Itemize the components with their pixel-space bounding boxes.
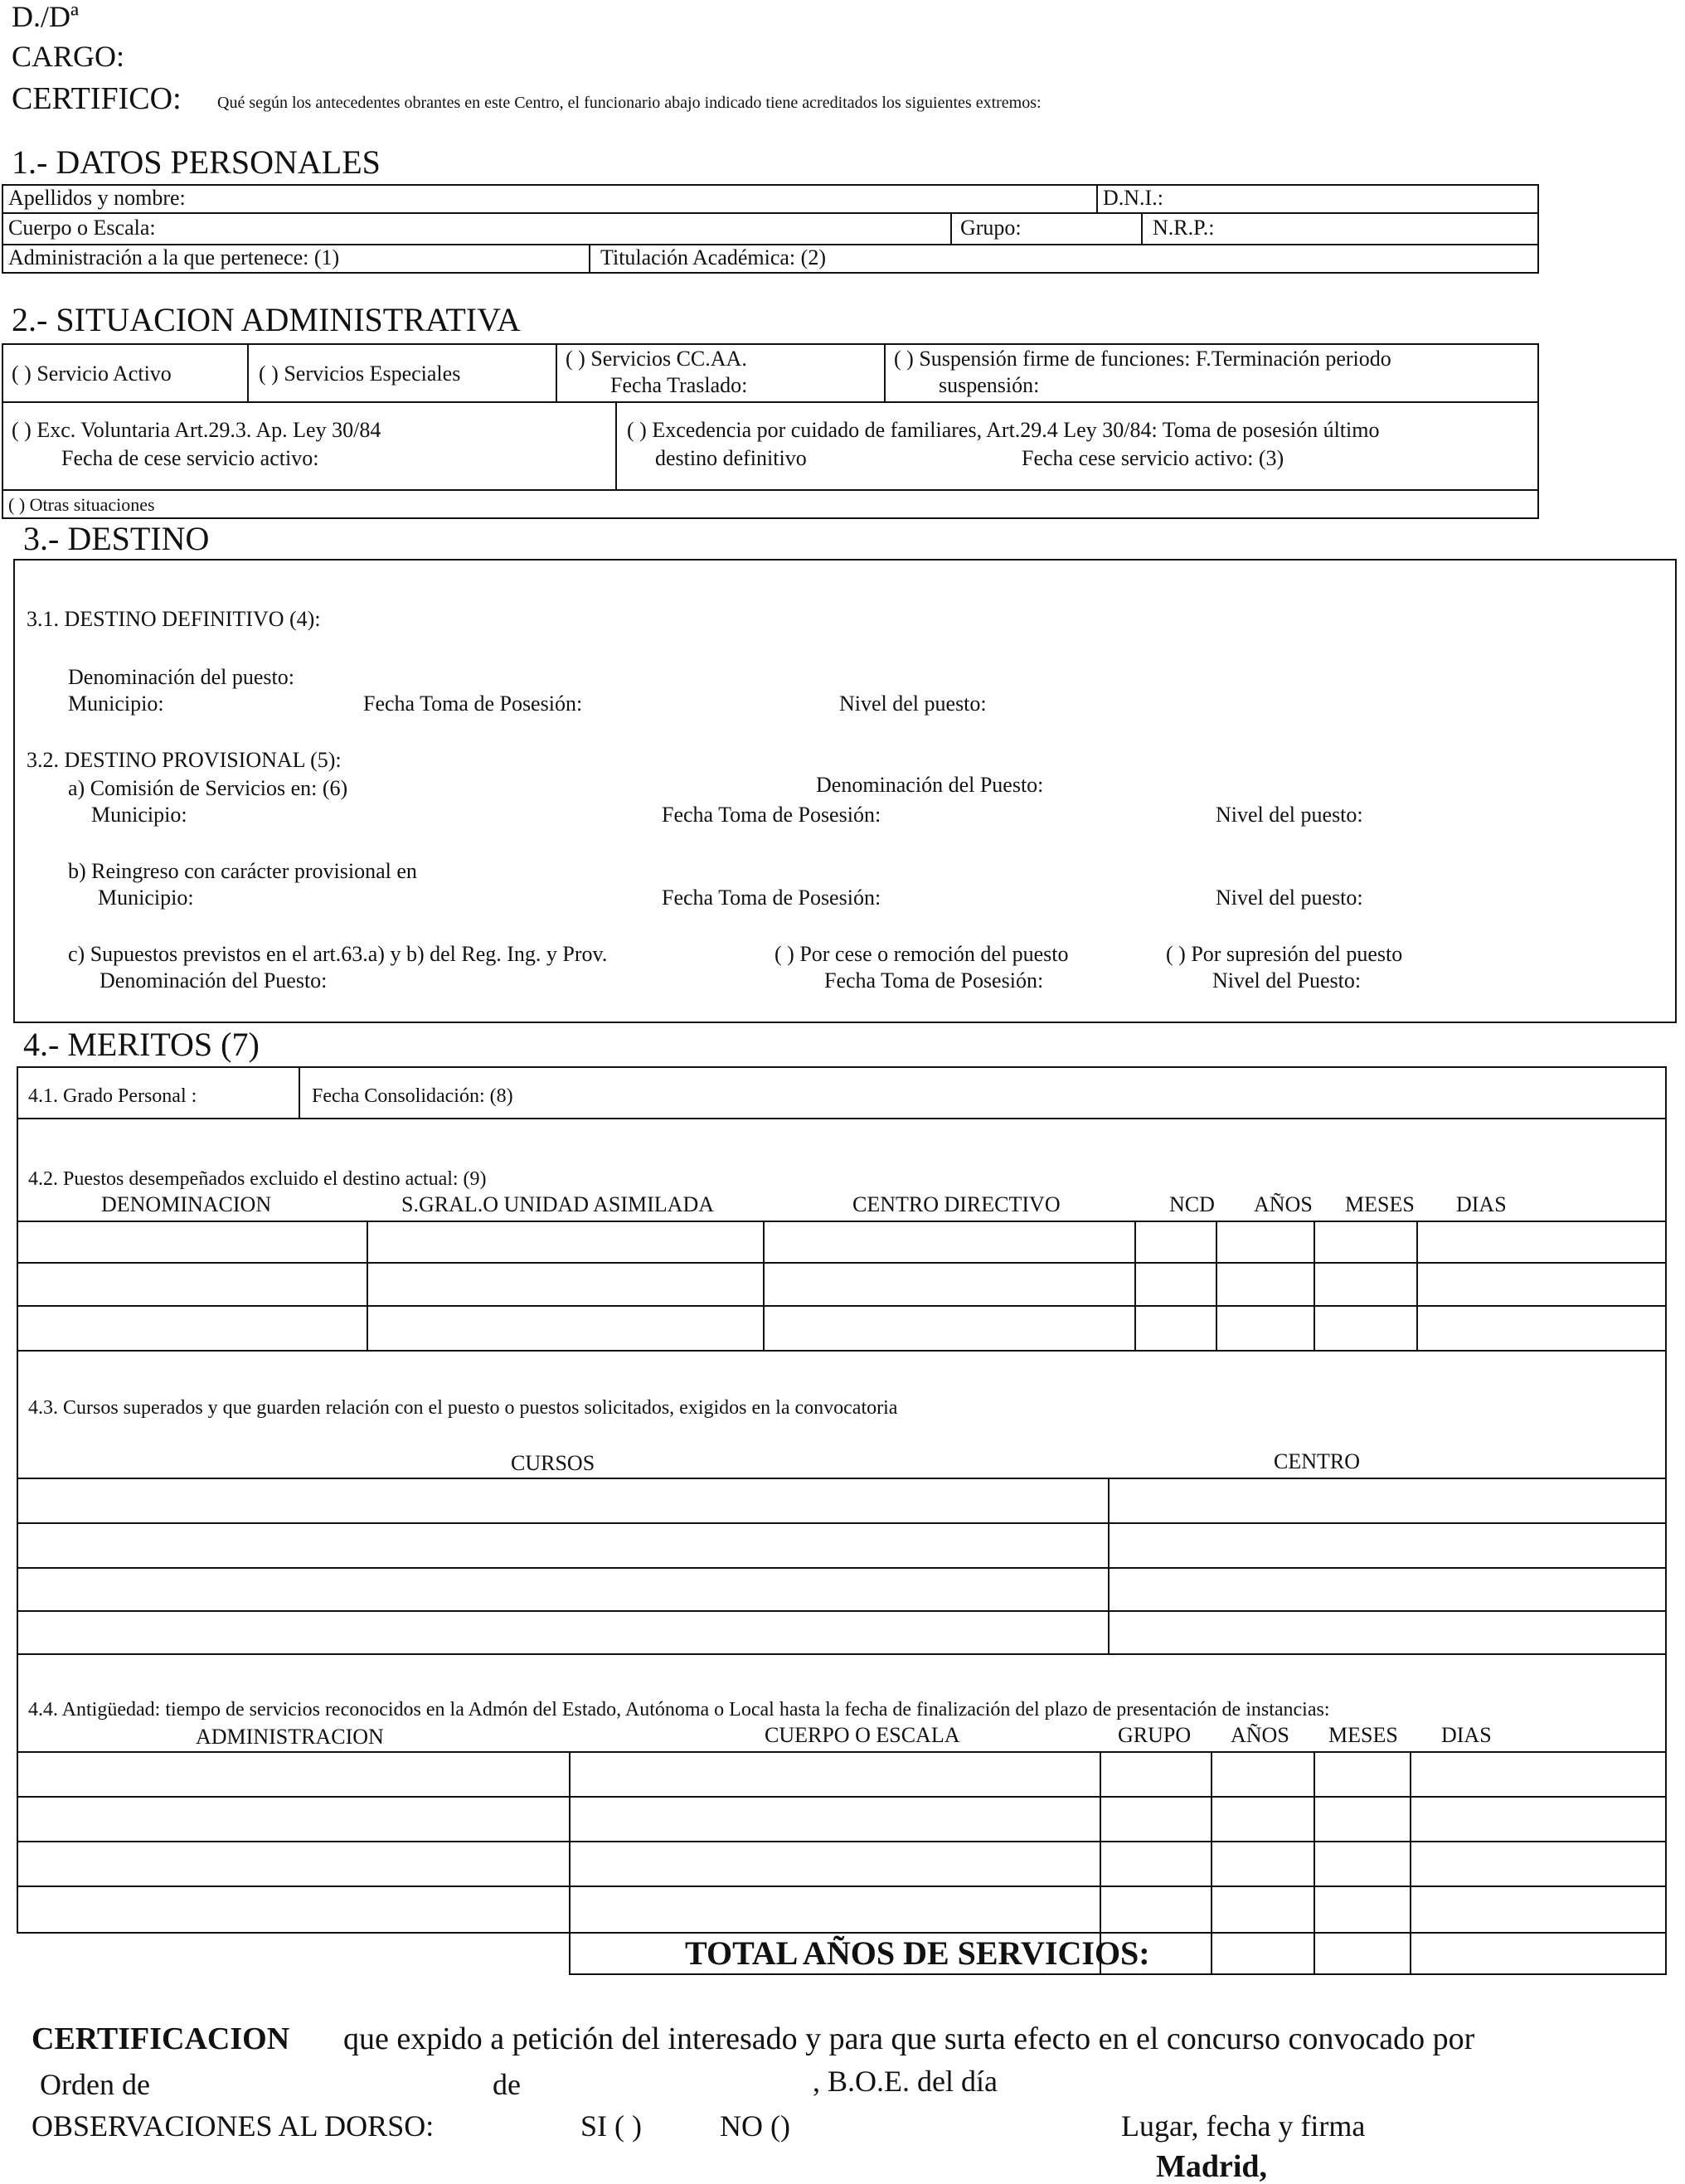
checkbox-servicios-ccaa[interactable]: ( ) Servicios CC.AA.	[566, 347, 747, 371]
grupo-field[interactable]: Grupo:	[960, 216, 1022, 240]
fecha-cese-activo-label: Fecha cese servicio activo: (3)	[1022, 446, 1284, 470]
boe-label: , B.O.E. del día	[813, 2065, 998, 2098]
dni-field[interactable]: D.N.I.:	[1103, 186, 1163, 210]
col-centro: CENTRO	[1274, 1449, 1360, 1473]
col-administracion: ADMINISTRACION	[196, 1725, 384, 1749]
suspension-label: suspensión:	[939, 373, 1040, 397]
puestos-title: 4.2. Puestos desempeñados excluido el destino actual: (9)	[28, 1168, 487, 1190]
section-1-title: 1.- DATOS PERSONALES	[12, 143, 381, 181]
table-row[interactable]	[18, 1798, 1665, 1841]
antiguedad-title: 4.4. Antigüedad: tiempo de servicios reconocidos en la Admón del Estado, Autónoma o Local hasta la fecha de finalización del plazo de presentación de instancias:	[28, 1699, 1330, 1721]
lugar-fecha-firma: Lugar, fecha y firma	[1121, 2109, 1366, 2143]
madrid-label: Madrid,	[1156, 2149, 1268, 2184]
observaciones-si[interactable]: SI ( )	[580, 2109, 642, 2143]
checkbox-excedencia-familiares[interactable]: ( ) Excedencia por cuidado de familiares, Art.29.4 Ley 30/84: Toma de posesión último	[627, 418, 1380, 442]
dd-label: D./Dª	[12, 0, 79, 33]
col-anos: AÑOS	[1254, 1192, 1313, 1216]
a-comision-label: a) Comisión de Servicios en: (6)	[68, 776, 348, 800]
checkbox-cese-remocion[interactable]: ( ) Por cese o remoción del puesto	[775, 942, 1069, 966]
table-row[interactable]	[18, 1569, 1665, 1610]
destino-definitivo-title: 3.1. DESTINO DEFINITIVO (4):	[27, 607, 321, 631]
cursos-title: 4.3. Cursos superados y que guarden relación con el puesto o puestos solicitados, exigidos en la convocatoria	[28, 1397, 898, 1419]
checkbox-suspension[interactable]: ( ) Suspensión firme de funciones: F.Terminación periodo	[894, 347, 1391, 371]
c-denominacion-label: Denominación del Puesto:	[100, 968, 328, 993]
c-supuestos-label: c) Supuestos previstos en el art.63.a) y b) del Reg. Ing. y Prov.	[68, 942, 608, 966]
table-row[interactable]	[18, 1887, 1665, 1932]
cuerpo-field[interactable]: Cuerpo o Escala:	[8, 216, 156, 240]
a-fecha-label: Fecha Toma de Posesión:	[662, 803, 881, 827]
b-nivel-label: Nivel del puesto:	[1216, 886, 1363, 910]
col-meses-2: MESES	[1328, 1723, 1398, 1747]
table-row[interactable]	[18, 1612, 1665, 1653]
col-meses: MESES	[1345, 1192, 1415, 1216]
administracion-field[interactable]: Administración a la que pertenece: (1)	[8, 245, 340, 269]
fecha-cese-label: Fecha de cese servicio activo:	[61, 446, 319, 470]
titulacion-field[interactable]: Titulación Académica: (2)	[600, 245, 826, 269]
table-row[interactable]	[18, 1307, 1665, 1350]
table-row[interactable]	[18, 1753, 1665, 1796]
b-municipio-label: Municipio:	[98, 886, 194, 910]
observaciones-no[interactable]: NO ()	[720, 2109, 790, 2143]
table-row[interactable]	[18, 1479, 1665, 1522]
a-municipio-label: Municipio:	[91, 803, 187, 827]
checkbox-otras-situaciones[interactable]: ( ) Otras situaciones	[8, 494, 155, 515]
nrp-field[interactable]: N.R.P.:	[1153, 216, 1215, 240]
checkbox-servicio-activo[interactable]: ( ) Servicio Activo	[12, 362, 172, 386]
fecha-traslado-label: Fecha Traslado:	[610, 373, 748, 397]
col-ncd: NCD	[1169, 1192, 1215, 1216]
col-grupo: GRUPO	[1118, 1723, 1192, 1747]
col-cuerpo-escala: CUERPO O ESCALA	[765, 1723, 960, 1747]
b-reingreso-label: b) Reingreso con carácter provisional en	[68, 859, 417, 883]
def-fecha-label: Fecha Toma de Posesión:	[363, 692, 583, 716]
col-denominacion: DENOMINACION	[101, 1192, 272, 1216]
c-fecha-label: Fecha Toma de Posesión:	[824, 968, 1044, 993]
orden-label: Orden de	[40, 2068, 150, 2101]
col-sgral: S.GRAL.O UNIDAD ASIMILADA	[401, 1192, 714, 1216]
certifico-label: CERTIFICO:	[12, 81, 182, 116]
destino-provisional-title: 3.2. DESTINO PROVISIONAL (5):	[27, 748, 342, 772]
total-anos-label: TOTAL AÑOS DE SERVICIOS:	[685, 1934, 1150, 1972]
table-row[interactable]	[18, 1222, 1665, 1262]
certifico-text: Qué según los antecedentes obrantes en este Centro, el funcionario abajo indicado tiene acreditados los siguientes extremos:	[217, 94, 1042, 112]
table-row[interactable]	[18, 1264, 1665, 1305]
col-dias-2: DIAS	[1441, 1723, 1492, 1747]
certificacion-text: que expido a petición del interesado y para que surta efecto en el concurso convocado por	[343, 2021, 1475, 2056]
col-anos-2: AÑOS	[1231, 1723, 1289, 1747]
def-municipio-label: Municipio:	[68, 692, 164, 716]
col-dias: DIAS	[1456, 1192, 1507, 1216]
b-fecha-label: Fecha Toma de Posesión:	[662, 886, 881, 910]
destino-definitivo-label: destino definitivo	[655, 446, 807, 470]
c-nivel-label: Nivel del Puesto:	[1212, 968, 1362, 993]
checkbox-exc-voluntaria[interactable]: ( ) Exc. Voluntaria Art.29.3. Ap. Ley 30/84	[12, 418, 381, 442]
cargo-label: CARGO:	[12, 40, 125, 73]
fecha-consolidacion-label: Fecha Consolidación: (8)	[312, 1085, 513, 1107]
section-4-title: 4.- MERITOS (7)	[23, 1026, 260, 1063]
def-nivel-label: Nivel del puesto:	[839, 692, 987, 716]
apellidos-field[interactable]: Apellidos y nombre:	[8, 186, 186, 210]
grado-personal-label: 4.1. Grado Personal :	[28, 1085, 197, 1107]
col-centro-directivo: CENTRO DIRECTIVO	[852, 1192, 1061, 1216]
table-row[interactable]	[18, 1842, 1665, 1886]
col-cursos: CURSOS	[511, 1451, 595, 1475]
a-denominacion-label: Denominación del Puesto:	[816, 773, 1044, 797]
section-2-title: 2.- SITUACION ADMINISTRATIVA	[12, 301, 521, 338]
def-denominacion-label: Denominación del puesto:	[68, 665, 294, 689]
checkbox-servicios-especiales[interactable]: ( ) Servicios Especiales	[259, 362, 461, 386]
certificacion-label: CERTIFICACION	[32, 2021, 290, 2056]
observaciones-label: OBSERVACIONES AL DORSO:	[32, 2109, 435, 2143]
section-3-title: 3.- DESTINO	[23, 520, 210, 557]
a-nivel-label: Nivel del puesto:	[1216, 803, 1363, 827]
checkbox-supresion[interactable]: ( ) Por supresión del puesto	[1166, 942, 1403, 966]
de-label: de	[493, 2068, 521, 2101]
table-row[interactable]	[18, 1524, 1665, 1567]
